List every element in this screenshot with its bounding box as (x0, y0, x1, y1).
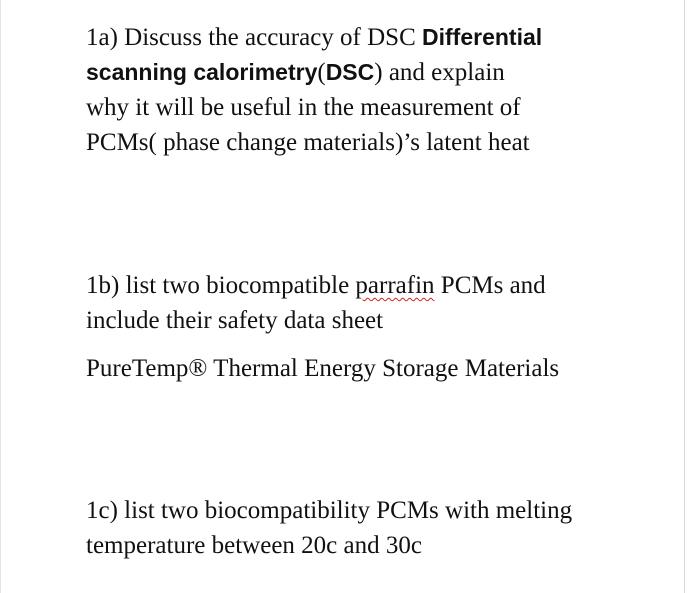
question-1b-line1-rest: PCMs and (434, 272, 546, 299)
question-1a-line4: PCMs( phase change materials)’s latent heat (86, 129, 530, 156)
question-1b-line2: include their safety data sheet (86, 307, 384, 334)
answer-1b[interactable] (86, 351, 671, 386)
page-right-edge (684, 0, 685, 593)
answer-1b-text: PureTemp® Thermal Energy Storage Materials (86, 355, 560, 382)
question-1b[interactable] (86, 268, 671, 338)
question-1a-line2-rest: and explain (382, 59, 505, 86)
question-1a[interactable] (86, 20, 671, 160)
page-left-edge (0, 0, 1, 593)
question-1c[interactable] (86, 493, 671, 563)
question-1a-prefix: 1a) Discuss the accuracy of DSC (86, 24, 423, 51)
term-paren-close: ) (374, 59, 383, 86)
question-1c-line2: temperature between 20c and 30c (86, 532, 422, 559)
term-scanning-calorimetry: scanning calorimetry (86, 59, 318, 85)
question-1a-line3: why it will be useful in the measurement of (86, 94, 521, 121)
term-paren-open: ( (317, 59, 326, 86)
question-1b-prefix: 1b) list two biocompatible (86, 272, 356, 299)
question-1c-line1: 1c) list two biocompatibility PCMs with melting (86, 497, 573, 524)
term-dsc-abbrev: DSC (325, 59, 375, 85)
term-differential: Differential (422, 24, 543, 50)
spellcheck-word-parrafin[interactable]: parrafin (355, 272, 435, 299)
